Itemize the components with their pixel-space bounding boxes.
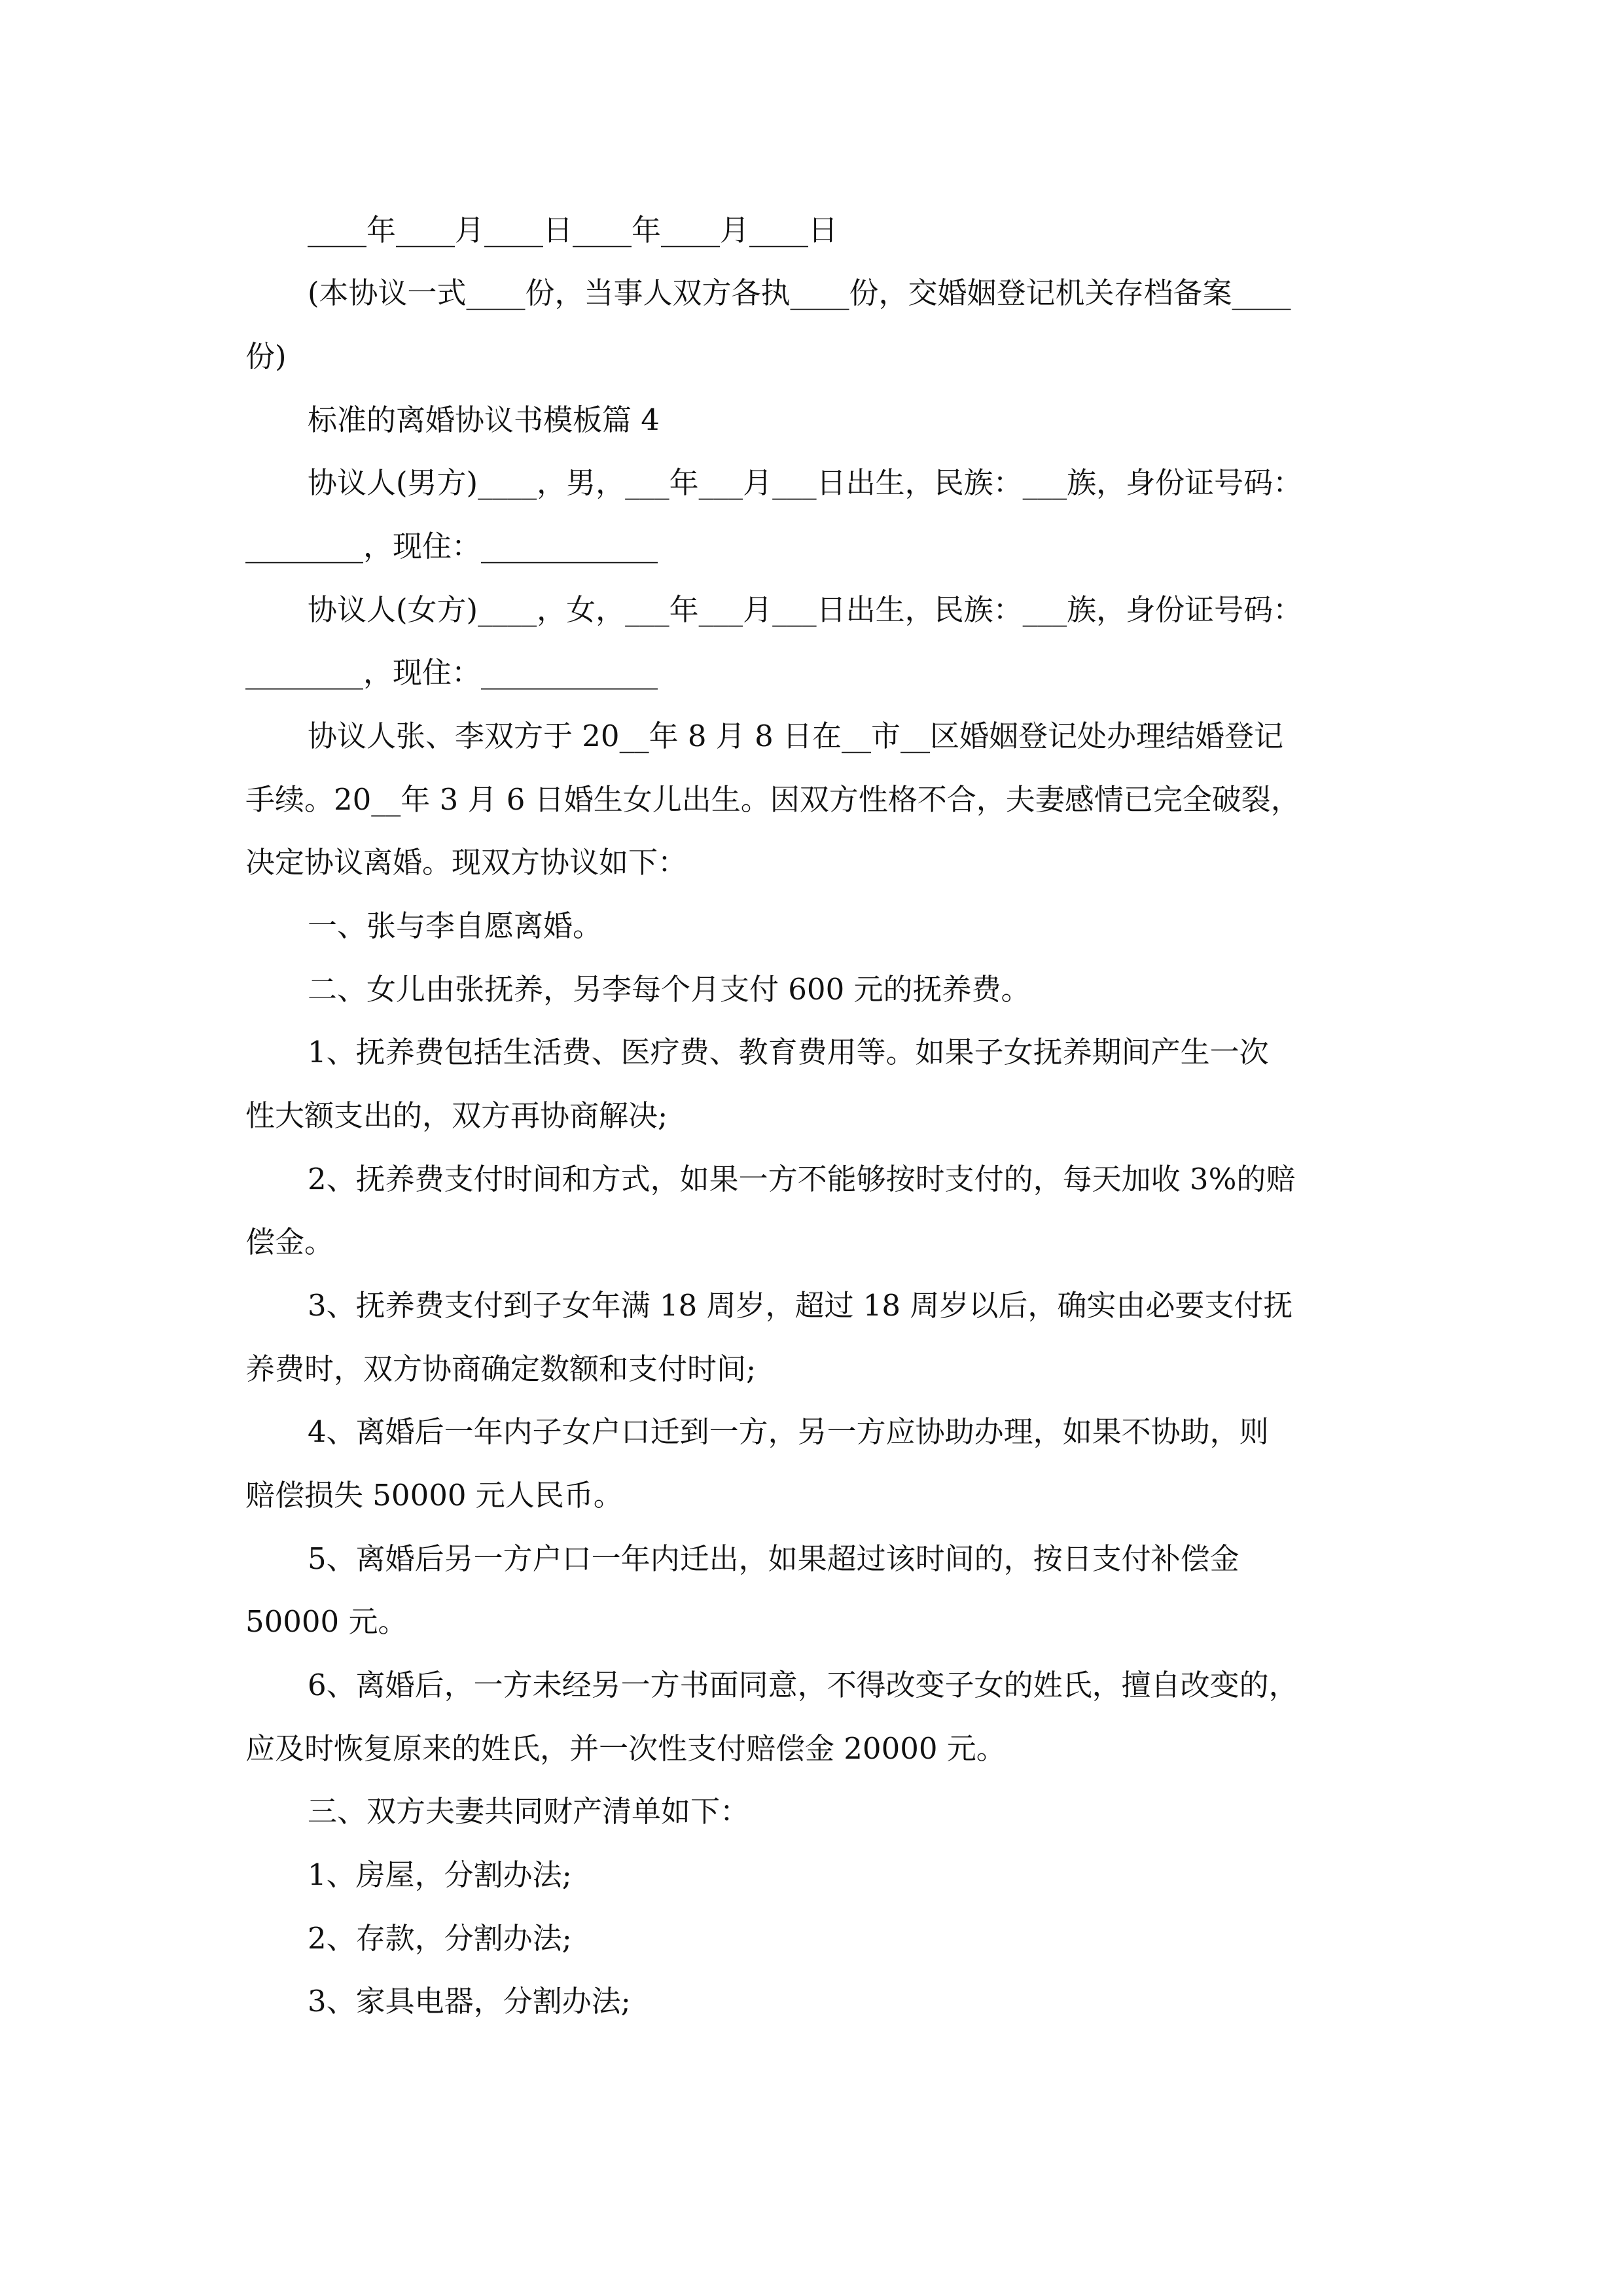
paragraph-line: 协议人张、李双方于 20__年 8 月 8 日在__市__区婚姻登记处办理结婚登记 <box>308 719 1284 753</box>
party-female-line: 协议人(女方)____，女，___年___月___日出生，民族：___族，身份证号码： <box>308 592 1303 627</box>
sub-clause-line: 应及时恢复原来的姓氏，并一次性支付赔偿金 20000 元。 <box>245 1731 1006 1766</box>
party-male-address-line: ________，现住：____________ <box>245 529 658 564</box>
copies-note-continuation: 份) <box>245 339 287 374</box>
copies-note-line: (本协议一式____份，当事人双方各执____份，交婚姻登记机关存档备案____ <box>308 276 1291 310</box>
party-male-line: 协议人(男方)____，男，___年___月___日出生，民族：___族，身份证号码： <box>308 465 1303 500</box>
paragraph-line: 决定协议离婚。现双方协议如下： <box>245 845 688 880</box>
sub-clause-line: 50000 元。 <box>245 1604 408 1639</box>
sub-clause-line: 偿金。 <box>245 1225 334 1259</box>
sub-clause-line: 养费时，双方协商确定数额和支付时间; <box>245 1352 757 1386</box>
sub-clause-line: 5、离婚后另一方户口一年内迁出，如果超过该时间的，按日支付补偿金 <box>308 1541 1240 1576</box>
sub-clause-line: 4、离婚后一年内子女户口迁到一方，另一方应协助办理，如果不协助，则 <box>308 1414 1269 1449</box>
clause-line: 一、张与李自愿离婚。 <box>308 908 603 943</box>
sub-clause-line: 赔偿损失 50000 元人民币。 <box>245 1478 623 1513</box>
section-heading: 标准的离婚协议书模板篇 4 <box>308 403 660 437</box>
clause-line: 二、女儿由张抚养，另李每个月支付 600 元的抚养费。 <box>308 972 1031 1007</box>
paragraph-line: 手续。20__年 3 月 6 日婚生女儿出生。因双方性格不合，夫妻感情已完全破裂， <box>245 782 1300 817</box>
clause-line: 三、双方夫妻共同财产清单如下： <box>308 1794 750 1829</box>
date-signature-line: ____年____月____日____年____月____日 <box>308 213 838 247</box>
property-item-line: 1、房屋，分割办法; <box>308 1857 572 1892</box>
property-item-line: 2、存款，分割办法; <box>308 1921 572 1956</box>
sub-clause-line: 2、抚养费支付时间和方式，如果一方不能够按时支付的，每天加收 3%的赔 <box>308 1162 1296 1196</box>
sub-clause-line: 6、离婚后，一方未经另一方书面同意，不得改变子女的姓氏，擅自改变的， <box>308 1668 1298 1702</box>
sub-clause-line: 3、抚养费支付到子女年满 18 周岁，超过 18 周岁以后，确实由必要支付抚 <box>308 1288 1293 1323</box>
sub-clause-line: 1、抚养费包括生活费、医疗费、教育费用等。如果子女抚养期间产生一次 <box>308 1035 1269 1069</box>
sub-clause-line: 性大额支出的，双方再协商解决; <box>245 1098 668 1133</box>
party-female-address-line: ________，现住：____________ <box>245 655 658 690</box>
property-item-line: 3、家具电器，分割办法; <box>308 1984 631 2018</box>
